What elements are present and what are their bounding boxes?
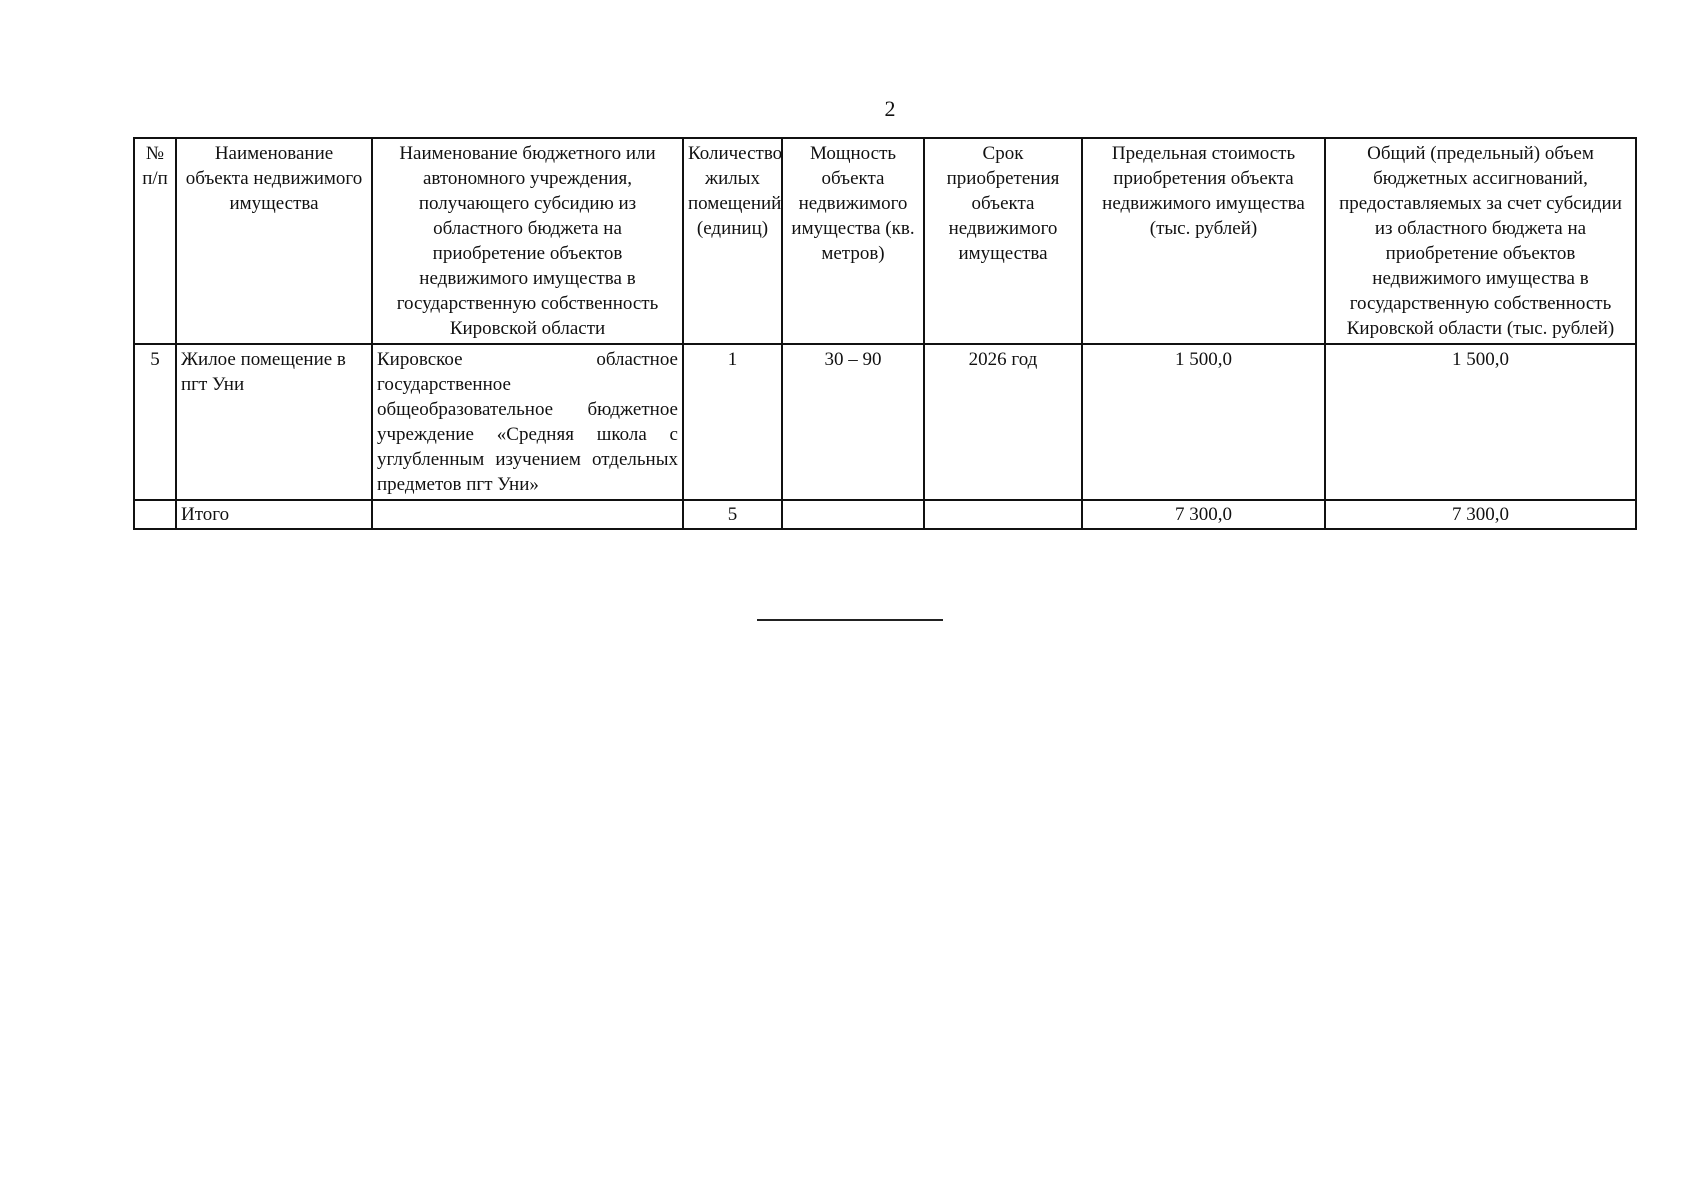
row-count: 1 <box>683 344 782 500</box>
end-rule <box>757 619 943 621</box>
page-number: 2 <box>884 96 896 121</box>
header-capacity: Мощность объекта недвижимого имущества (кв. метров) <box>782 138 924 344</box>
row-term: 2026 год <box>924 344 1082 500</box>
header-term: Срок приобретения объекта недвижимого имущества <box>924 138 1082 344</box>
total-count: 5 <box>683 500 782 529</box>
header-total-allocation: Общий (предельный) объем бюджетных ассигнований, предоставляемых за счет субсидии из областного бюджета на приобретение объектов недвижимого имущества в государственную собственность Кировской области (тыс. рублей) <box>1325 138 1636 344</box>
total-capacity <box>782 500 924 529</box>
total-cost: 7 300,0 <box>1082 500 1325 529</box>
subsidy-table <box>133 137 1637 530</box>
total-institution <box>372 500 683 529</box>
header-cost: Предельная стоимость приобретения объекта недвижимого имущества (тыс. рублей) <box>1082 138 1325 344</box>
row-total-allocation: 1 500,0 <box>1325 344 1636 500</box>
table-header-row <box>134 138 1636 344</box>
header-institution: Наименование бюджетного или автономного учреждения, получающего субсидию из областного бюджета на приобретение объектов недвижимого имущества в государственную собственность Кировской области <box>372 138 683 344</box>
row-cost: 1 500,0 <box>1082 344 1325 500</box>
row-institution: Кировское областное государственное общеобразовательное бюджетное учреждение «Средняя школа с углубленным изучением отдельных предметов пгт Уни» <box>372 344 683 500</box>
header-number: № п/п <box>134 138 176 344</box>
row-object-name: Жилое помещение в пгт Уни <box>176 344 372 500</box>
header-object-name: Наименование объекта недвижимого имущества <box>176 138 372 344</box>
header-count: Количество жилых помещений (единиц) <box>683 138 782 344</box>
total-number <box>134 500 176 529</box>
total-label: Итого <box>176 500 372 529</box>
row-number: 5 <box>134 344 176 500</box>
row-capacity: 30 – 90 <box>782 344 924 500</box>
table-row <box>134 344 1636 500</box>
total-term <box>924 500 1082 529</box>
total-allocation: 7 300,0 <box>1325 500 1636 529</box>
total-row <box>134 500 1636 529</box>
